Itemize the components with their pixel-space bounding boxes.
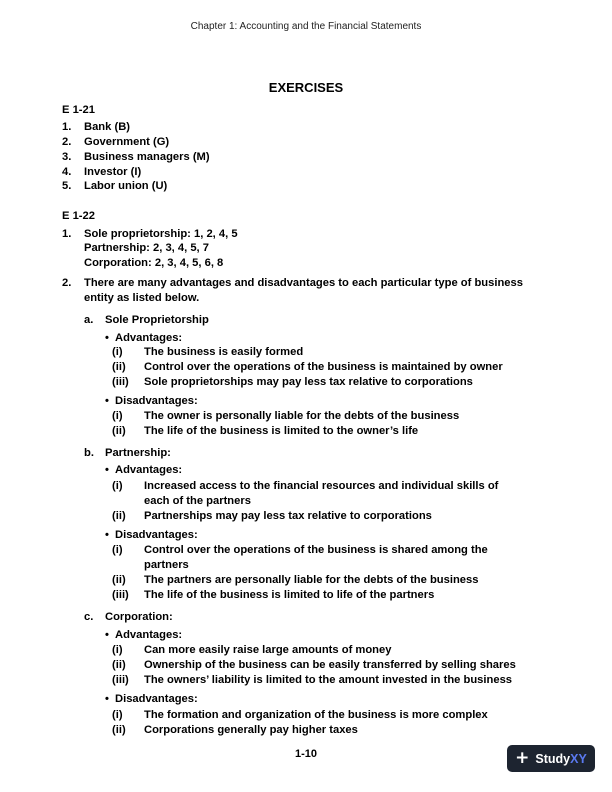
answer-line: Sole proprietorship: 1, 2, 4, 5 — [84, 228, 238, 240]
roman-numeral: (ii) — [112, 361, 126, 373]
list-item: The formation and organization of the business is more complex — [144, 709, 488, 721]
roman-numeral: (ii) — [112, 425, 126, 437]
list-item: Corporations generally pay higher taxes — [144, 724, 358, 736]
list-item: Sole proprietorships may pay less tax relative to corporations — [144, 376, 473, 388]
list-item: The owners’ liability is limited to the amount invested in the business — [144, 674, 513, 686]
bullet-icon: • — [105, 629, 109, 641]
section-title-partnership: Partnership: — [105, 447, 171, 459]
roman-numeral: (iii) — [112, 589, 129, 601]
list-number: 1. — [62, 121, 72, 133]
brand-name — [535, 752, 586, 766]
roman-numeral: (i) — [112, 480, 123, 492]
paragraph-line: There are many advantages and disadvantages to each particular type of business — [84, 277, 523, 289]
page-title: EXERCISES — [268, 80, 344, 95]
roman-numeral: (ii) — [112, 659, 126, 671]
roman-numeral: (i) — [112, 544, 123, 556]
list-item: Bank (B) — [84, 121, 130, 133]
roman-numeral: (iii) — [112, 674, 129, 686]
roman-numeral: (iii) — [112, 376, 129, 388]
page-number: 1-10 — [294, 748, 318, 760]
advantages-label: Advantages: — [115, 464, 183, 476]
list-number: 3. — [62, 151, 72, 163]
roman-numeral: (i) — [112, 410, 123, 422]
paragraph-line: entity as listed below. — [84, 292, 200, 304]
list-item-continuation: partners — [144, 559, 189, 571]
chapter-header: Chapter 1: Accounting and the Financial Statements — [190, 21, 422, 32]
list-number: 5. — [62, 180, 72, 192]
list-item: Partnerships may pay less tax relative to corporations — [144, 510, 432, 522]
roman-numeral: (i) — [112, 709, 123, 721]
answer-line: Partnership: 2, 3, 4, 5, 7 — [84, 242, 209, 254]
roman-numeral: (i) — [112, 346, 123, 358]
list-number: 2. — [62, 277, 72, 289]
brand-accent: XY — [570, 751, 587, 766]
bullet-icon: • — [105, 332, 109, 344]
disadvantages-label: Disadvantages: — [115, 395, 198, 407]
roman-numeral: (i) — [112, 644, 123, 656]
list-item-continuation: each of the partners — [144, 495, 251, 507]
bullet-icon: • — [105, 529, 109, 541]
list-item: The business is easily formed — [144, 346, 304, 358]
list-item: Business managers (M) — [84, 151, 210, 163]
list-item: The life of the business is limited to the owner’s life — [144, 425, 419, 437]
bullet-icon: • — [105, 693, 109, 705]
list-item: Increased access to the financial resources and individual skills of — [144, 480, 499, 492]
list-item: The partners are personally liable for the debts of the business — [144, 574, 479, 586]
list-number: 2. — [62, 136, 72, 148]
disadvantages-label: Disadvantages: — [115, 693, 198, 705]
list-item: Control over the operations of the business is shared among the — [144, 544, 488, 556]
section-label: b. — [84, 447, 94, 459]
roman-numeral: (ii) — [112, 724, 126, 736]
advantages-label: Advantages: — [115, 629, 183, 641]
answer-line: Corporation: 2, 3, 4, 5, 6, 8 — [84, 257, 224, 269]
studyxy-badge[interactable] — [507, 745, 595, 772]
section-title-sole-proprietorship: Sole Proprietorship — [105, 314, 209, 326]
list-item: Labor union (U) — [84, 180, 168, 192]
section-title-corporation: Corporation: — [105, 611, 173, 623]
list-item: Investor (I) — [84, 166, 142, 178]
roman-numeral: (ii) — [112, 510, 126, 522]
exercise-heading-e1-21: E 1-21 — [62, 104, 95, 116]
section-label: a. — [84, 314, 94, 326]
disadvantages-label: Disadvantages: — [115, 529, 198, 541]
list-item: Control over the operations of the business is maintained by owner — [144, 361, 503, 373]
brand-main: Study — [535, 751, 571, 766]
list-item: Can more easily raise large amounts of money — [144, 644, 392, 656]
list-number: 4. — [62, 166, 72, 178]
list-number: 1. — [62, 228, 72, 240]
list-item: The owner is personally liable for the debts of the business — [144, 410, 460, 422]
advantages-label: Advantages: — [115, 332, 183, 344]
bullet-icon: • — [105, 464, 109, 476]
bullet-icon: • — [105, 395, 109, 407]
list-item: The life of the business is limited to life of the partners — [144, 589, 435, 601]
roman-numeral: (ii) — [112, 574, 126, 586]
section-label: c. — [84, 611, 94, 623]
list-item: Ownership of the business can be easily transferred by selling shares — [144, 659, 516, 671]
list-item: Government (G) — [84, 136, 170, 148]
plus-icon: + — [515, 748, 530, 768]
exercise-heading-e1-22: E 1-22 — [62, 210, 95, 222]
